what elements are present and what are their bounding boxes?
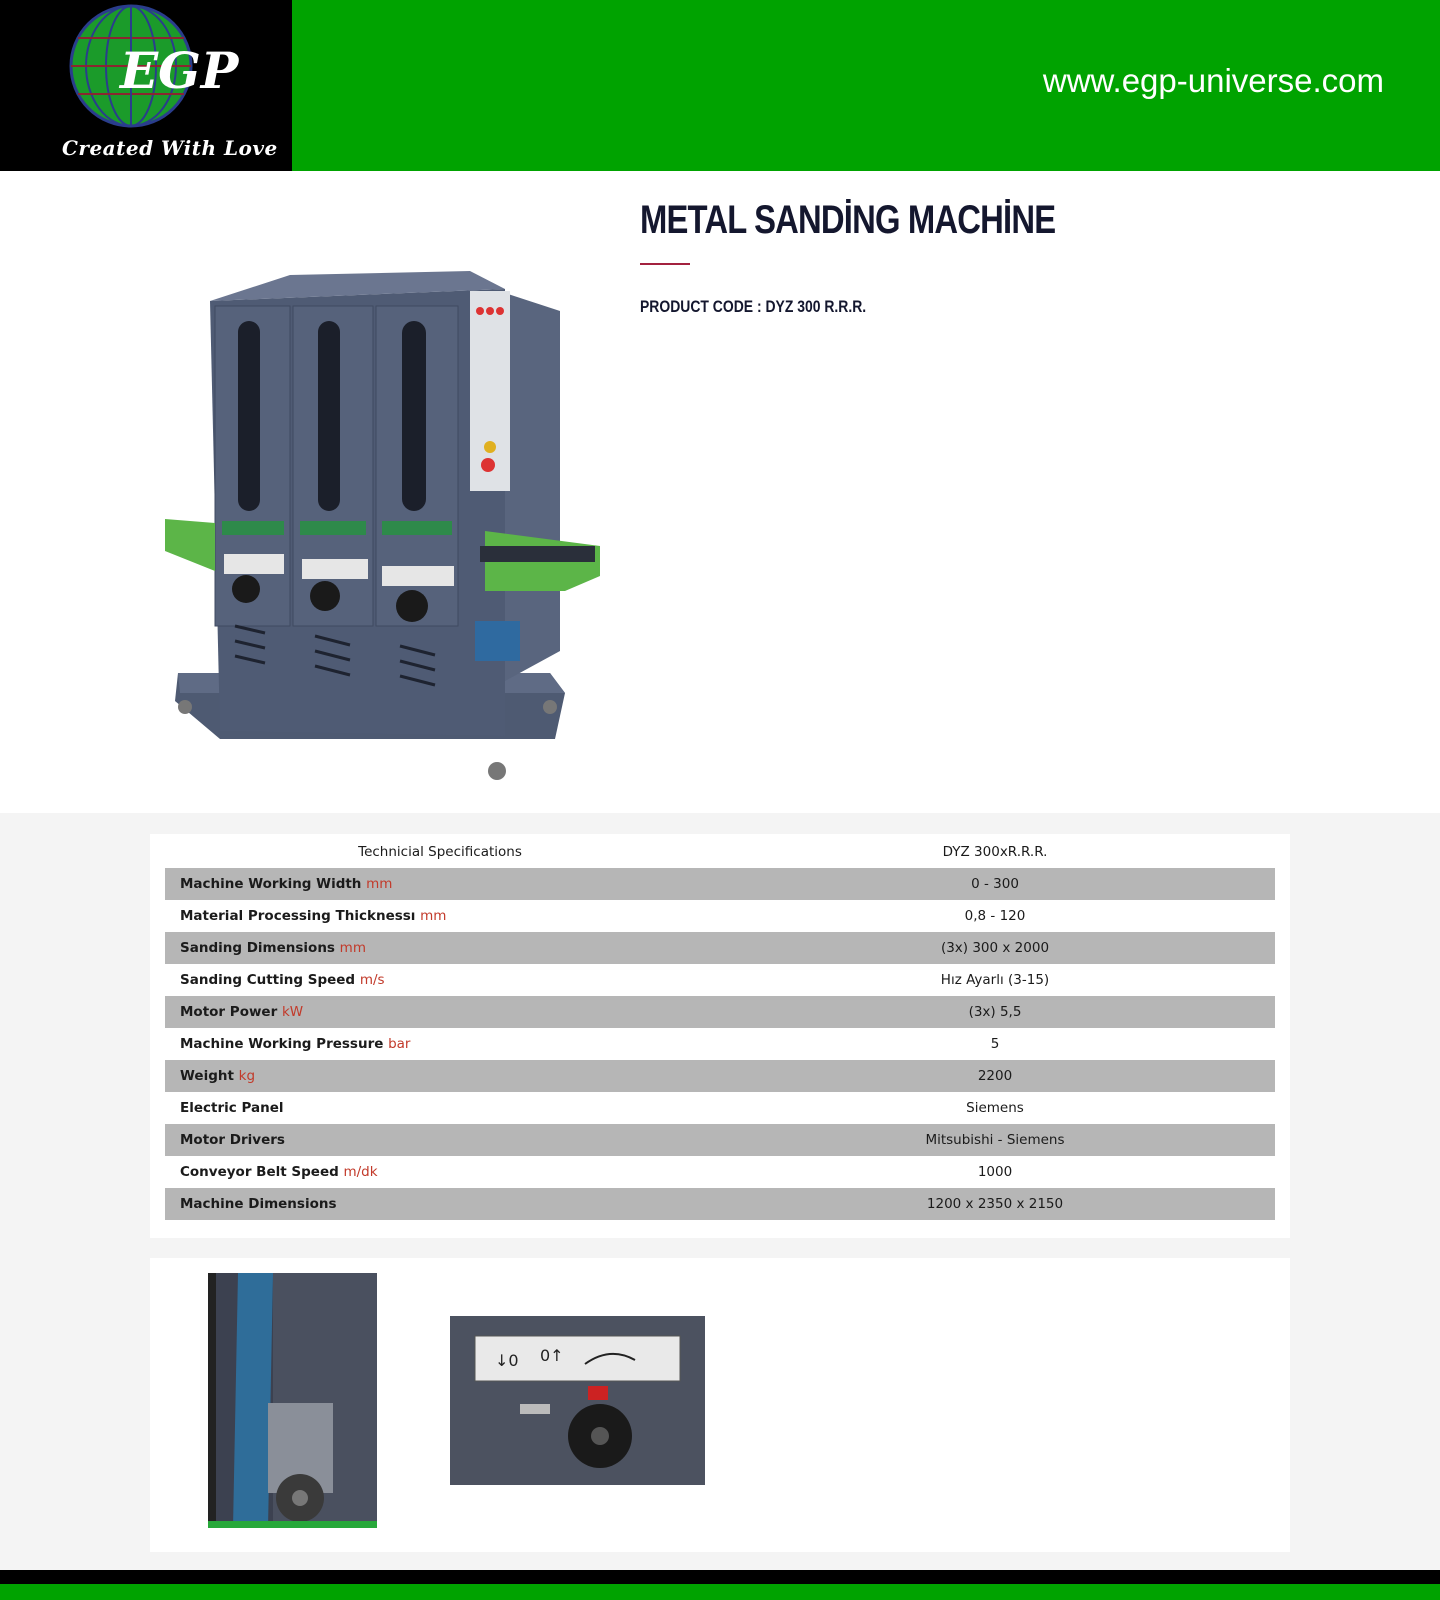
spec-label-cell xyxy=(165,996,715,1028)
spec-label-cell xyxy=(165,932,715,964)
spec-label: Sanding Cutting Speed xyxy=(180,972,356,988)
spec-label-cell xyxy=(165,1092,715,1124)
spec-value: 1000 xyxy=(977,1164,1013,1180)
product-title: METAL SANDİNG MACHİNE xyxy=(640,198,1056,242)
spec-unit: kg xyxy=(238,1068,256,1084)
spec-label: Sanding Dimensions xyxy=(180,940,335,956)
spec-value: Hız Ayarlı (3-15) xyxy=(940,972,1050,988)
spec-label: Material Processing Thicknessı xyxy=(180,908,416,924)
spec-label: Machine Working Width xyxy=(180,876,362,892)
spec-row xyxy=(165,1156,1275,1188)
site-header xyxy=(0,0,1440,171)
spec-table-header xyxy=(165,836,1275,868)
spec-value: (3x) 300 x 2000 xyxy=(715,932,1275,964)
logo-text: EGP xyxy=(120,41,239,100)
gallery-image-handwheel[interactable] xyxy=(450,1316,705,1485)
spec-unit: mm xyxy=(366,876,393,892)
spec-value: Siemens xyxy=(966,1100,1024,1116)
spec-row xyxy=(165,1092,1275,1124)
spec-value: 5 xyxy=(990,1036,1000,1052)
image-gallery xyxy=(150,1258,1290,1552)
gallery-image-sanding-belt[interactable] xyxy=(208,1273,377,1528)
spec-label-cell xyxy=(165,900,715,932)
spec-header-label: Technicial Specifications xyxy=(358,844,522,860)
spec-label: Motor Drivers xyxy=(180,1132,285,1148)
spec-row xyxy=(165,1188,1275,1220)
spec-label: Electric Panel xyxy=(180,1100,284,1116)
spec-row xyxy=(165,996,1275,1028)
spec-label: Machine Working Pressure xyxy=(180,1036,384,1052)
spec-label-cell xyxy=(165,1124,715,1156)
spec-label-cell xyxy=(165,1188,715,1220)
spec-value: 0 - 300 xyxy=(715,868,1275,900)
spec-unit: m/s xyxy=(359,972,385,988)
spec-row xyxy=(165,1028,1275,1060)
spec-header-value: DYZ 300xR.R.R. xyxy=(942,844,1048,860)
product-code: PRODUCT CODE : DYZ 300 R.R.R. xyxy=(640,297,867,316)
spec-label-cell xyxy=(165,868,715,900)
spec-row xyxy=(165,964,1275,996)
spec-card xyxy=(150,834,1290,1238)
footer-bar-green xyxy=(0,1584,1440,1600)
spec-label: Motor Power xyxy=(180,1004,278,1020)
spec-label-cell xyxy=(165,964,715,996)
logo[interactable] xyxy=(0,0,292,171)
spec-unit: mm xyxy=(339,940,366,956)
spec-value: 2200 xyxy=(715,1060,1275,1092)
spec-unit: bar xyxy=(388,1036,411,1052)
spec-table xyxy=(165,836,1275,1220)
spec-label-cell xyxy=(165,1028,715,1060)
spec-row xyxy=(165,932,1275,964)
svg-text:0↑: 0↑ xyxy=(540,1346,564,1365)
spec-label-cell xyxy=(165,1060,715,1092)
title-divider xyxy=(640,263,690,265)
spec-row xyxy=(165,868,1275,900)
product-image xyxy=(160,261,610,786)
footer-bar-black xyxy=(0,1570,1440,1584)
spec-row xyxy=(165,1060,1275,1092)
spec-label: Weight xyxy=(180,1068,234,1084)
spec-unit: mm xyxy=(420,908,447,924)
spec-row xyxy=(165,900,1275,932)
spec-value: 1200 x 2350 x 2150 xyxy=(715,1188,1275,1220)
spec-value: 0,8 - 120 xyxy=(964,908,1026,924)
spec-label-cell xyxy=(165,1156,715,1188)
website-link[interactable]: www.egp-universe.com xyxy=(1042,62,1384,99)
logo-tagline: Created With Love xyxy=(62,136,278,160)
spec-row xyxy=(165,1124,1275,1156)
spec-unit: kW xyxy=(281,1004,304,1020)
spec-unit: m/dk xyxy=(343,1164,378,1180)
product-hero xyxy=(0,171,1440,813)
spec-value: Mitsubishi - Siemens xyxy=(715,1124,1275,1156)
spec-label: Machine Dimensions xyxy=(180,1196,337,1212)
spec-label: Conveyor Belt Speed xyxy=(180,1164,339,1180)
spec-value: (3x) 5,5 xyxy=(715,996,1275,1028)
svg-text:↓0: ↓0 xyxy=(495,1351,519,1370)
